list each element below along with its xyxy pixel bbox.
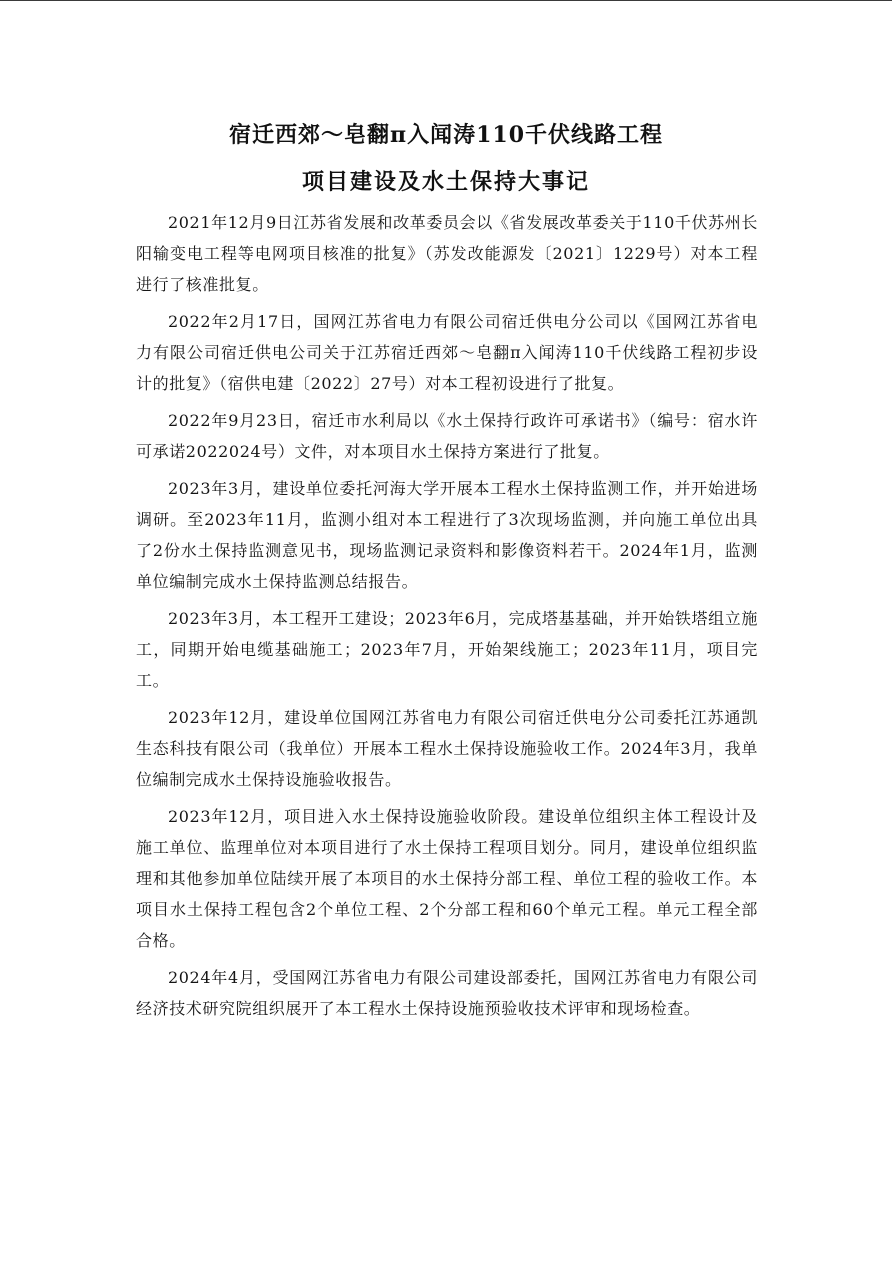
paragraph: 2023年3月，建设单位委托河海大学开展本工程水土保持监测工作，并开始进场调研。至2023年11月，监测小组对本工程进行了3次现场监测，并向施工单位出具了2份水土保持监测意见书，现场监测记录资料和影像资料若干。2024年1月，监测单位编制完成水土保持监测总结报告。	[136, 479, 758, 591]
paragraph: 2021年12月9日江苏省发展和改革委员会以《省发展改革委关于110千伏苏州长阳输变电工程等电网项目核准的批复》（苏发改能源发〔2021〕1229号）对本工程进行了核准批复。	[136, 213, 758, 294]
document-body	[136, 207, 758, 1030]
paragraph: 2022年9月23日，宿迁市水利局以《水土保持行政许可承诺书》（编号：宿水许可承诺2022024号）文件，对本项目水土保持方案进行了批复。	[136, 411, 758, 461]
paragraph: 2022年2月17日，国网江苏省电力有限公司宿迁供电分公司以《国网江苏省电力有限公司宿迁供电公司关于江苏宿迁西郊～皂翻π入闻涛110千伏线路工程初步设计的批复》（宿供电建〔2022〕27号）对本工程初设进行了批复。	[136, 312, 758, 393]
paragraph: 2023年12月，项目进入水土保持设施验收阶段。建设单位组织主体工程设计及施工单位、监理单位对本项目进行了水土保持工程项目划分。同月，建设单位组织监理和其他参加单位陆续开展了本项目的水土保持分部工程、单位工程的验收工作。本项目水土保持工程包含2个单位工程、2个分部工程和60个单元工程。单元工程全部合格。	[136, 807, 758, 950]
paragraph: 2023年12月，建设单位国网江苏省电力有限公司宿迁供电分公司委托江苏通凯生态科技有限公司（我单位）开展本工程水土保持设施验收工作。2024年3月，我单位编制完成水土保持设施验收报告。	[136, 708, 758, 789]
paragraph: 2023年3月，本工程开工建设；2023年6月，完成塔基基础，并开始铁塔组立施工，同期开始电缆基础施工；2023年7月，开始架线施工；2023年11月，项目完工。	[136, 609, 758, 690]
document-subtitle: 项目建设及水土保持大事记	[301, 169, 590, 195]
document-title: 宿迁西郊～皂翻π入闻涛110千伏线路工程	[228, 122, 664, 148]
paragraph: 2024年4月，受国网江苏省电力有限公司建设部委托，国网江苏省电力有限公司经济技术研究院组织展开了本工程水土保持设施预验收技术评审和现场检查。	[136, 968, 758, 1018]
